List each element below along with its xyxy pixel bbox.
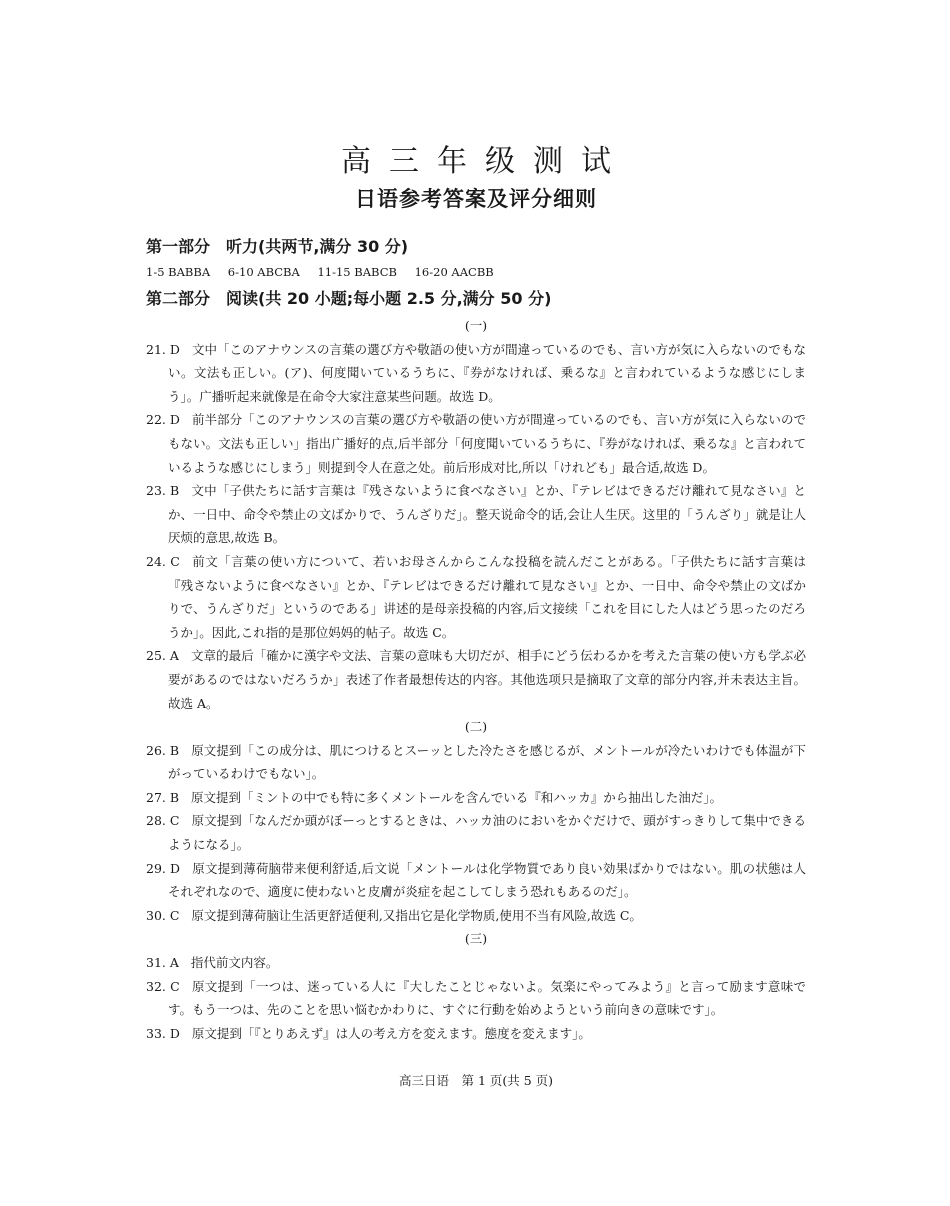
page-title: 高三年级测试 xyxy=(341,144,629,179)
part1-heading: 第一部分 听力(共两节,满分 30 分) xyxy=(146,237,409,256)
answer-number: 21. D xyxy=(146,341,180,357)
answer-explanation: 原文提到「一つは、迷っている人に『大したことじゃないよ。気楽にやってみよう』と言って励ます意味です。もう一つは、先のことを思い悩むかわりに、すぐに行動を始めようという前向きの意味です」。 xyxy=(168,978,806,1018)
page-subtitle: 日语参考答案及评分细则 xyxy=(355,187,597,211)
answer-number: 22. D xyxy=(146,412,180,428)
answer-key-group: 1-5 BABBA xyxy=(146,265,211,279)
group-label: (三) xyxy=(464,931,488,947)
answer-item xyxy=(146,550,806,644)
answer-explanation: 前半部分「このアナウンスの言葉の選び方や敬語の使い方が間違っているのでも、言い方が気に入らないのでもない。文法も正しい」指出广播好的点,后半部分「何度聞いているうちに、『券がなければ、乗るな』と言われているような感じにしまう」则提到令人在意之处。前后形成对比,所以「けれども」最合适,故选 D。 xyxy=(168,412,806,475)
answer-explanation: 原文提到「『とりあえず』は人の考え方を変えます。態度を変えます」。 xyxy=(191,1025,591,1041)
answer-item xyxy=(146,739,806,786)
answer-number: 24. C xyxy=(146,553,180,569)
answer-explanation: 文中「子供たちに話す言葉は『残さないように食べなさい』とか、『テレビはできるだけ離れて見なさい』とか、一日中、命令や禁止の文ばかりで、うんざりだ」。整天说命令的话,会让人生厌。这里的「うんざり」就是让人厌烦的意思,故选 B。 xyxy=(168,483,806,546)
answer-explanation: 前文「言葉の使い方について、若いお母さんからこんな投稿を読んだことがある。「子供たちに話す言葉は『残さないように食べなさい』とか、『テレビはできるだけ離れて見なさい』とか、一日中、命令や禁止の文ばかりで、うんざりだ」というのである」讲述的是母亲投稿的内容,后文接续「これを目にした人はどう思ったのだろうか」。因此,これ指的是那位妈妈的帖子。故选 C。 xyxy=(168,553,806,640)
listening-answer-keys xyxy=(146,263,508,281)
answer-number: 33. D xyxy=(146,1025,180,1041)
answer-number: 32. C xyxy=(146,978,180,994)
answer-explanation: 原文提到「ミントの中でも特に多くメントールを含んでいる『和ハッカ』から抽出した油だ」。 xyxy=(191,789,723,805)
answer-number: 26. B xyxy=(146,742,180,758)
answer-number: 23. B xyxy=(146,483,180,499)
group-label: (二) xyxy=(464,719,488,735)
answer-number: 29. D xyxy=(146,860,181,876)
answer-item xyxy=(146,857,806,904)
answer-explanation: 原文提到「この成分は、肌につけるとスーッとした冷たさを感じるが、メントールが冷たいわけでも体温が下がっているわけでもない」。 xyxy=(168,742,806,782)
answer-item xyxy=(146,809,806,856)
answer-number: 25. A xyxy=(146,648,179,664)
answer-item xyxy=(146,951,806,975)
answer-item xyxy=(146,479,806,550)
answer-item xyxy=(146,644,806,715)
answer-item xyxy=(146,786,806,810)
answer-explanation: 文章的最后「確かに漢字や文法、言葉の意味も大切だが、相手にどう伝わるかを考えた言葉の使い方も学ぶ必要があるのではないだろうか」表述了作者最想传达的内容。其他选项只是摘取了文章的部分内容,并未表达主旨。故选 A。 xyxy=(168,648,806,711)
answer-key-group: 6-10 ABCBA xyxy=(227,265,300,279)
answer-explanation: 原文提到「なんだか頭がぼーっとするときは、ハッカ油のにおいをかぐだけで、頭がすっきりして集中できるようになる」。 xyxy=(168,813,806,853)
answer-key-group: 11-15 BABCB xyxy=(317,265,397,279)
answer-item xyxy=(146,1022,806,1046)
answer-explanation: 原文提到薄荷脑让生活更舒适便利,又指出它是化学物质,使用不当有风险,故选 C。 xyxy=(191,907,642,923)
answer-item xyxy=(146,338,806,409)
answer-key-group: 16-20 AACBB xyxy=(414,265,494,279)
answer-number: 30. C xyxy=(146,907,180,923)
group-label: (一) xyxy=(464,318,488,333)
answer-explanation: 原文提到薄荷脑带来便利舒适,后文说「メントールは化学物質であり良い効果ばかりではない。肌の状態は人それぞれなので、適度に使わないと皮膚が炎症を起こしてしまう恐れもあるのだ」。 xyxy=(168,860,807,900)
answer-number: 27. B xyxy=(146,789,180,805)
reading-answers xyxy=(146,314,806,1045)
page-footer: 高三日语 第 1 页(共 5 页) xyxy=(398,1073,554,1088)
part2-heading: 第二部分 阅读(共 20 小题;每小题 2.5 分,满分 50 分) xyxy=(146,289,552,308)
answer-item xyxy=(146,975,806,1022)
answer-number: 31. A xyxy=(146,955,179,971)
answer-number: 28. C xyxy=(146,813,180,829)
answer-item xyxy=(146,408,806,479)
answer-explanation: 文中「このアナウンスの言葉の選び方や敬語の使い方が間違っているのでも、言い方が気に入らないのでもない。文法も正しい。(ア)、何度聞いているうちに、『券がなければ、乗るな』と言われているような感じにしまう」。广播听起来就像是在命令大家注意某些问题。故选 D。 xyxy=(168,341,806,404)
answer-item xyxy=(146,904,806,928)
answer-explanation: 指代前文内容。 xyxy=(190,955,279,971)
